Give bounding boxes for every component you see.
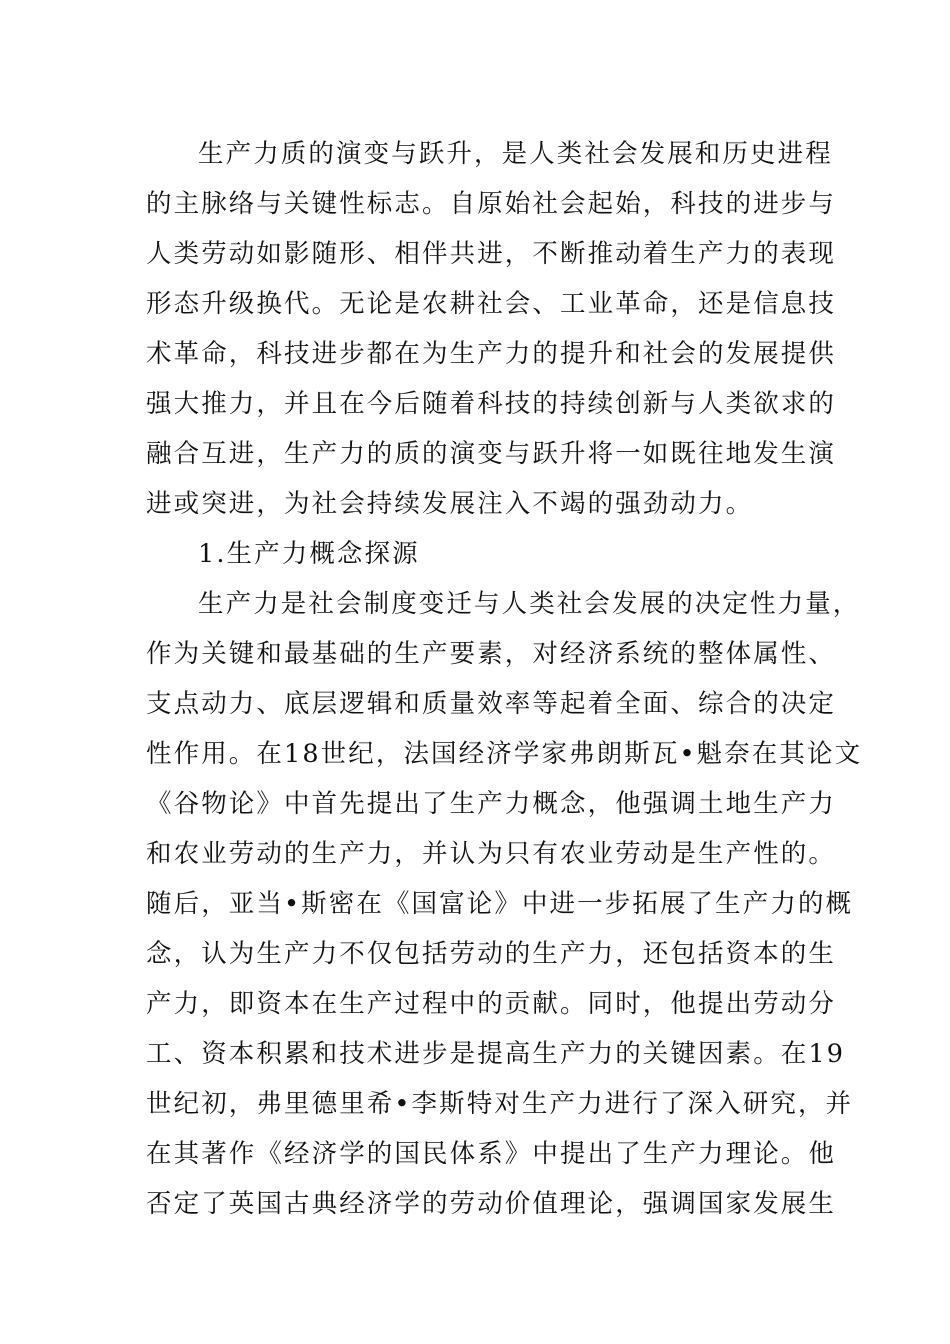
paragraph-1-line-4: 形态升级换代。无论是农耕社会、工业革命，还是信息技 [146, 289, 837, 319]
paragraph-1-line-3: 人类劳动如影随形、相伴共进，不断推动着生产力的表现 [146, 239, 837, 269]
paragraph-1-line-8: 进或突进，为社会持续发展注入不竭的强劲动力。 [146, 489, 754, 519]
paragraph-2-line-7: 随后，亚当•斯密在《国富论》中进一步拓展了生产力的概 [146, 889, 854, 919]
paragraph-2-line-6: 和农业劳动的生产力，并认为只有农业劳动是生产性的。 [146, 839, 837, 869]
paragraph-2-line-12: 在其著作《经济学的国民体系》中提出了生产力理论。他 [146, 1139, 837, 1169]
paragraph-2-line-9: 产力，即资本在生产过程中的贡献。同时，他提出劳动分 [146, 989, 837, 1019]
section-heading: 1.生产力概念探源 [198, 539, 420, 569]
paragraph-2-line-11: 世纪初，弗里德里希•李斯特对生产力进行了深入研究，并 [146, 1089, 854, 1119]
paragraph-2-line-10: 工、资本积累和技术进步是提高生产力的关键因素。在19 [146, 1039, 846, 1069]
paragraph-2-line-13: 否定了英国古典经济学的劳动价值理论，强调国家发展生 [146, 1189, 837, 1219]
paragraph-2-line-1: 生产力是社会制度变迁与人类社会发展的决定性力量， [198, 589, 861, 619]
paragraph-2-line-2: 作为关键和最基础的生产要素，对经济系统的整体属性、 [146, 639, 837, 669]
paragraph-1-line-2: 的主脉络与关键性标志。自原始社会起始，科技的进步与 [146, 189, 837, 219]
paragraph-2-line-3: 支点动力、底层逻辑和质量效率等起着全面、综合的决定 [146, 689, 837, 719]
paragraph-1-line-5: 术革命，科技进步都在为生产力的提升和社会的发展提供 [146, 339, 837, 369]
paragraph-1-line-1: 生产力质的演变与跃升，是人类社会发展和历史进程 [198, 139, 833, 169]
paragraph-2-line-5: 《谷物论》中首先提出了生产力概念，他强调土地生产力 [146, 789, 837, 819]
paragraph-2-line-4: 性作用。在18世纪，法国经济学家弗朗斯瓦•魁奈在其论文 [146, 739, 863, 769]
paragraph-1-line-7: 融合互进，生产力的质的演变与跃升将一如既往地发生演 [146, 439, 837, 469]
paragraph-1-line-6: 强大推力，并且在今后随着科技的持续创新与人类欲求的 [146, 389, 837, 419]
paragraph-2-line-8: 念，认为生产力不仅包括劳动的生产力，还包括资本的生 [146, 939, 837, 969]
